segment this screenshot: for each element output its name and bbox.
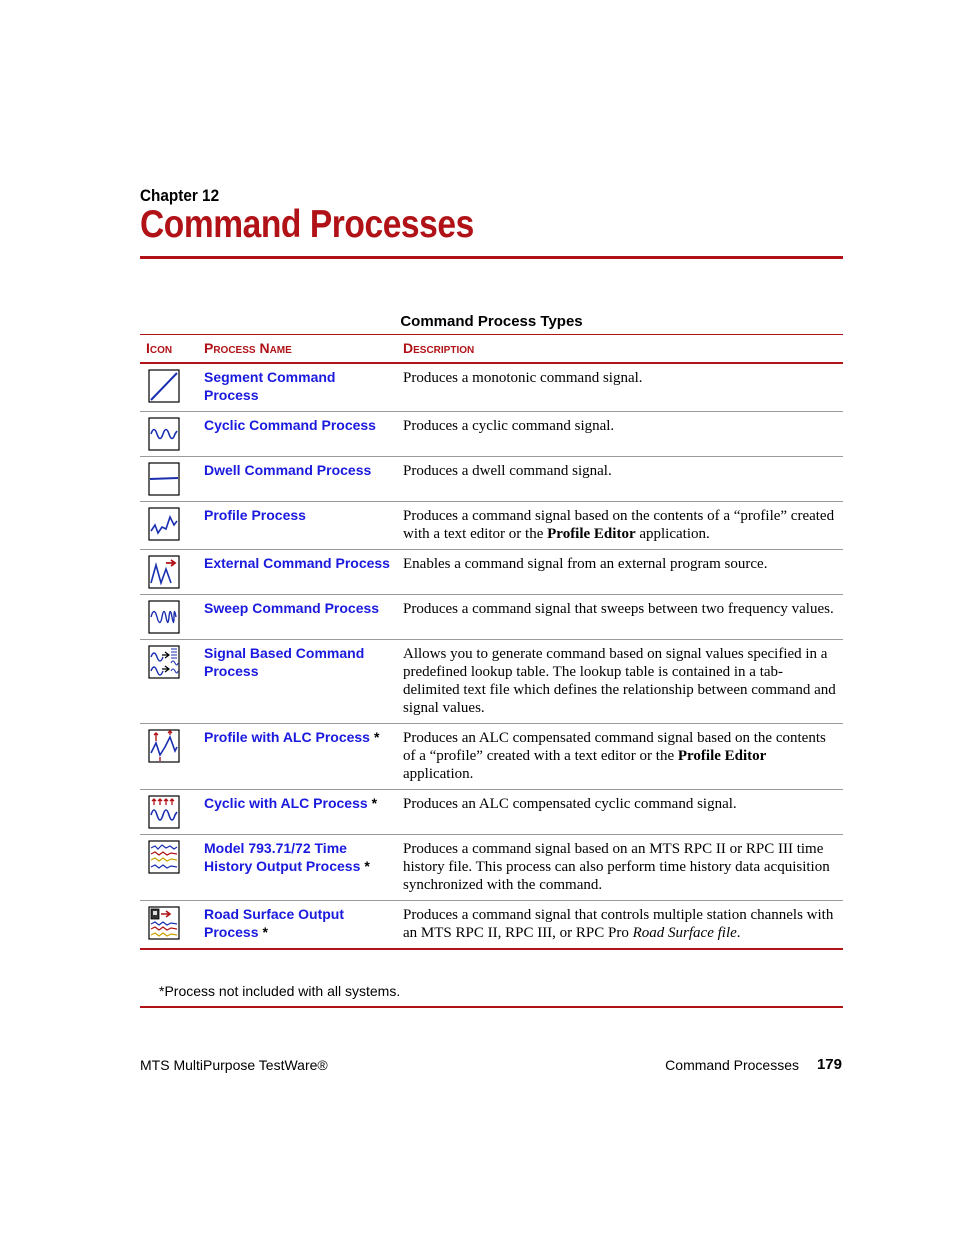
process-name-link[interactable]: Profile with ALC Process bbox=[204, 729, 370, 745]
command-process-table bbox=[140, 334, 843, 950]
header-icon: Icon bbox=[140, 335, 198, 364]
external-icon bbox=[148, 555, 180, 589]
table-row bbox=[140, 412, 843, 457]
table-row bbox=[140, 835, 843, 901]
signal-based-icon bbox=[148, 645, 180, 679]
description-cell bbox=[397, 550, 843, 595]
description-text: Produces a command signal that controls multiple station channels with an MTS RPC II, RPC III, or RPC Pro bbox=[403, 907, 834, 941]
process-name-cell bbox=[198, 835, 397, 901]
description-cell bbox=[397, 790, 843, 835]
description-text: application. bbox=[403, 766, 474, 782]
description-text: Produces a command signal based on an MTS RPC II or RPC III time history file. This process can also perform time history data acquisition synchronized with the command. bbox=[403, 841, 830, 893]
time-history-icon bbox=[148, 840, 180, 874]
description-cell bbox=[397, 640, 843, 724]
process-name-link[interactable]: Signal Based Command Process bbox=[204, 645, 365, 679]
footer-section: Command Processes bbox=[665, 1057, 799, 1073]
process-name-link[interactable]: Dwell Command Process bbox=[204, 462, 372, 478]
description-italic: Road Surface file bbox=[632, 925, 737, 941]
icon-cell bbox=[140, 412, 198, 457]
description-text: Produces a command signal that sweeps between two frequency values. bbox=[403, 601, 834, 617]
process-name-link[interactable]: Road Surface Output Process bbox=[204, 906, 345, 940]
process-name-link[interactable]: Sweep Command Process bbox=[204, 600, 380, 616]
description-cell bbox=[397, 457, 843, 502]
page-number: 179 bbox=[816, 1056, 842, 1073]
process-name-cell bbox=[198, 640, 397, 724]
availability-marker: * bbox=[262, 924, 268, 940]
icon-cell bbox=[140, 363, 198, 412]
availability-marker: * bbox=[373, 729, 380, 745]
icon-cell bbox=[140, 502, 198, 550]
description-cell bbox=[397, 724, 843, 790]
description-cell bbox=[397, 835, 843, 901]
description-cell bbox=[397, 595, 843, 640]
table-row bbox=[140, 724, 843, 790]
table-row bbox=[140, 363, 843, 412]
header-description: Description bbox=[397, 335, 843, 364]
table-caption: Command Process Types bbox=[400, 313, 583, 330]
table-footnote bbox=[140, 977, 843, 1008]
process-name-link[interactable]: Model 793.71/72 Time History Output Process bbox=[204, 840, 361, 874]
process-name-cell bbox=[198, 457, 397, 502]
dwell-icon bbox=[148, 462, 180, 496]
sweep-icon bbox=[148, 600, 180, 634]
description-text: Produces an ALC compensated cyclic command signal. bbox=[403, 796, 737, 812]
description-cell bbox=[397, 412, 843, 457]
process-name-cell bbox=[198, 790, 397, 835]
profile-alc-icon bbox=[148, 729, 180, 763]
icon-cell bbox=[140, 457, 198, 502]
icon-cell bbox=[140, 724, 198, 790]
process-name-cell bbox=[198, 363, 397, 412]
description-text: Enables a command signal from an external program source. bbox=[403, 556, 768, 572]
footnote-text: *Process not included with all systems. bbox=[159, 983, 401, 999]
process-name-cell bbox=[198, 502, 397, 550]
table-row bbox=[140, 790, 843, 835]
table-row bbox=[140, 640, 843, 724]
cyclic-alc-icon bbox=[148, 795, 180, 829]
icon-cell bbox=[140, 595, 198, 640]
footer-product: MTS MultiPurpose TestWare® bbox=[140, 1057, 328, 1073]
description-cell bbox=[397, 901, 843, 950]
table-row bbox=[140, 550, 843, 595]
process-name-link[interactable]: Cyclic with ALC Process bbox=[204, 795, 368, 811]
description-text: application. bbox=[635, 526, 710, 542]
title-rule bbox=[140, 256, 843, 259]
process-name-link[interactable]: Cyclic Command Process bbox=[204, 417, 376, 433]
segment-icon bbox=[148, 369, 180, 403]
cyclic-icon bbox=[148, 417, 180, 451]
table-row bbox=[140, 502, 843, 550]
description-text: Produces a command signal based on the contents of a “profile” created with a text editor or the bbox=[403, 508, 835, 542]
icon-cell bbox=[140, 550, 198, 595]
road-surface-icon bbox=[148, 906, 180, 940]
description-cell bbox=[397, 502, 843, 550]
description-emphasis: Profile Editor bbox=[547, 526, 636, 542]
process-name-cell bbox=[198, 550, 397, 595]
description-text: Produces a dwell command signal. bbox=[403, 463, 612, 479]
icon-cell bbox=[140, 901, 198, 950]
icon-cell bbox=[140, 835, 198, 901]
availability-marker: * bbox=[371, 795, 378, 811]
process-name-link[interactable]: External Command Process bbox=[204, 555, 390, 571]
description-text: Produces an ALC compensated command signal based on the contents of a “profile” created with a text editor or the bbox=[403, 730, 826, 764]
icon-cell bbox=[140, 640, 198, 724]
header-process-name: Process Name bbox=[198, 335, 397, 364]
table-row bbox=[140, 457, 843, 502]
description-emphasis: Profile Editor bbox=[677, 748, 767, 764]
chapter-title: Command Processes bbox=[140, 203, 474, 246]
description-text: . bbox=[736, 925, 741, 941]
table-row bbox=[140, 595, 843, 640]
process-name-cell bbox=[198, 724, 397, 790]
icon-cell bbox=[140, 790, 198, 835]
process-name-cell bbox=[198, 412, 397, 457]
profile-icon bbox=[148, 507, 180, 541]
description-text: Allows you to generate command based on signal values specified in a predefined lookup table. The lookup table is contained in a tab-delimited text file which defines the relationship between command and signal values. bbox=[403, 646, 836, 716]
table-row bbox=[140, 901, 843, 950]
description-text: Produces a cyclic command signal. bbox=[403, 418, 615, 434]
availability-marker: * bbox=[364, 858, 370, 874]
description-cell bbox=[397, 363, 843, 412]
description-text: Produces a monotonic command signal. bbox=[403, 370, 643, 386]
chapter-label: Chapter 12 bbox=[140, 186, 220, 205]
table-header-row bbox=[140, 335, 843, 364]
process-name-cell bbox=[198, 901, 397, 950]
process-name-cell bbox=[198, 595, 397, 640]
process-name-link[interactable]: Profile Process bbox=[204, 507, 306, 523]
process-name-link[interactable]: Segment Command Process bbox=[204, 369, 336, 403]
